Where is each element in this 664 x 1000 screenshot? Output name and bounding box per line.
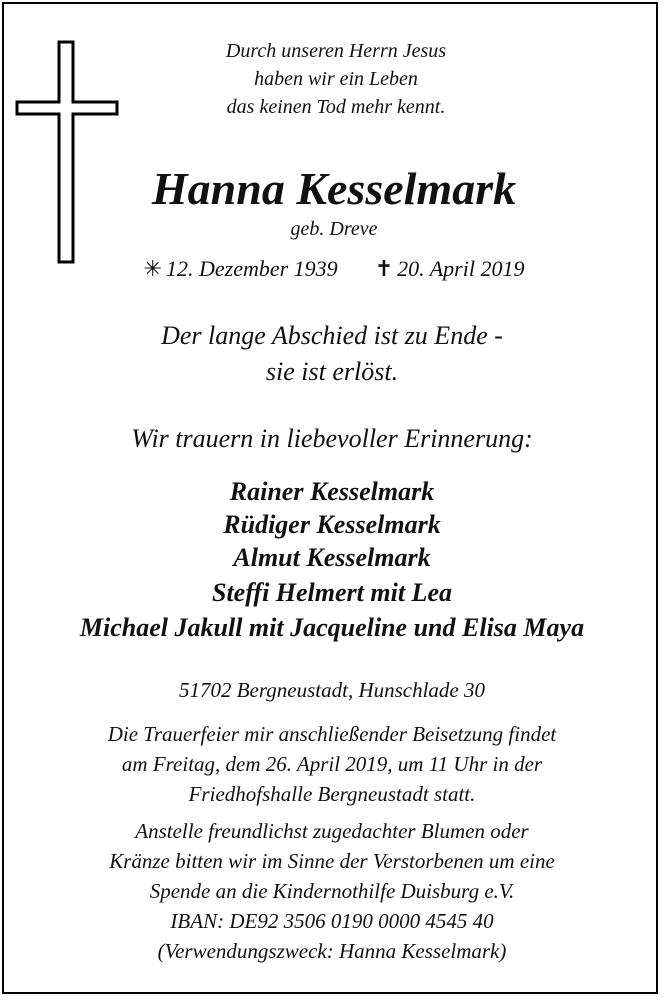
verse-line: haben wir ein Leben xyxy=(254,68,418,90)
maiden-name: geb. Dreve xyxy=(290,218,378,240)
verse-line: Durch unseren Herrn Jesus xyxy=(225,40,447,62)
verse-line: das keinen Tod mehr kennt. xyxy=(226,96,446,118)
address: 51702 Bergneustadt, Hunschlade 30 xyxy=(178,678,486,702)
donation-info-line: (Verwendungszweck: Hanna Kesselmark) xyxy=(157,939,507,963)
family-member: Almut Kesselmark xyxy=(233,543,431,572)
quote-line: sie ist erlöst. xyxy=(265,357,399,386)
donation-info-line: Kränze bitten wir im Sinne der Verstorbenen um eine xyxy=(109,849,555,873)
life-dates xyxy=(2,256,664,282)
funeral-info-line: Friedhofshalle Bergneustadt statt. xyxy=(188,782,476,806)
quote-line: Der lange Abschied ist zu Ende - xyxy=(161,321,503,350)
family-member: Rainer Kesselmark xyxy=(229,477,435,506)
family-member: Michael Jakull mit Jacqueline und Elisa Maya xyxy=(79,613,585,642)
mourning-line: Wir trauern in liebevoller Erinnerung: xyxy=(131,424,533,453)
death-date: 20. April 2019 xyxy=(397,256,525,281)
donation-info-line: Anstelle freundlichst zugedachter Blumen oder xyxy=(135,819,529,843)
birth-star-icon: ✳ xyxy=(143,256,162,281)
family-member: Steffi Helmert mit Lea xyxy=(212,578,452,607)
funeral-info-line: Die Trauerfeier mir anschließender Beisetzung findet xyxy=(107,722,557,746)
deceased-name: Hanna Kesselmark xyxy=(151,163,517,214)
family-member: Rüdiger Kesselmark xyxy=(223,510,441,539)
birth-date: 12. Dezember 1939 xyxy=(165,256,338,281)
donation-info-line: Spende an die Kindernothilfe Duisburg e.V. xyxy=(149,879,515,903)
funeral-info-line: am Freitag, dem 26. April 2019, um 11 Uhr in der xyxy=(121,752,543,776)
iban-line: IBAN: DE92 3506 0190 0000 4545 40 xyxy=(170,909,494,933)
death-cross-icon: ✝ xyxy=(374,256,394,281)
